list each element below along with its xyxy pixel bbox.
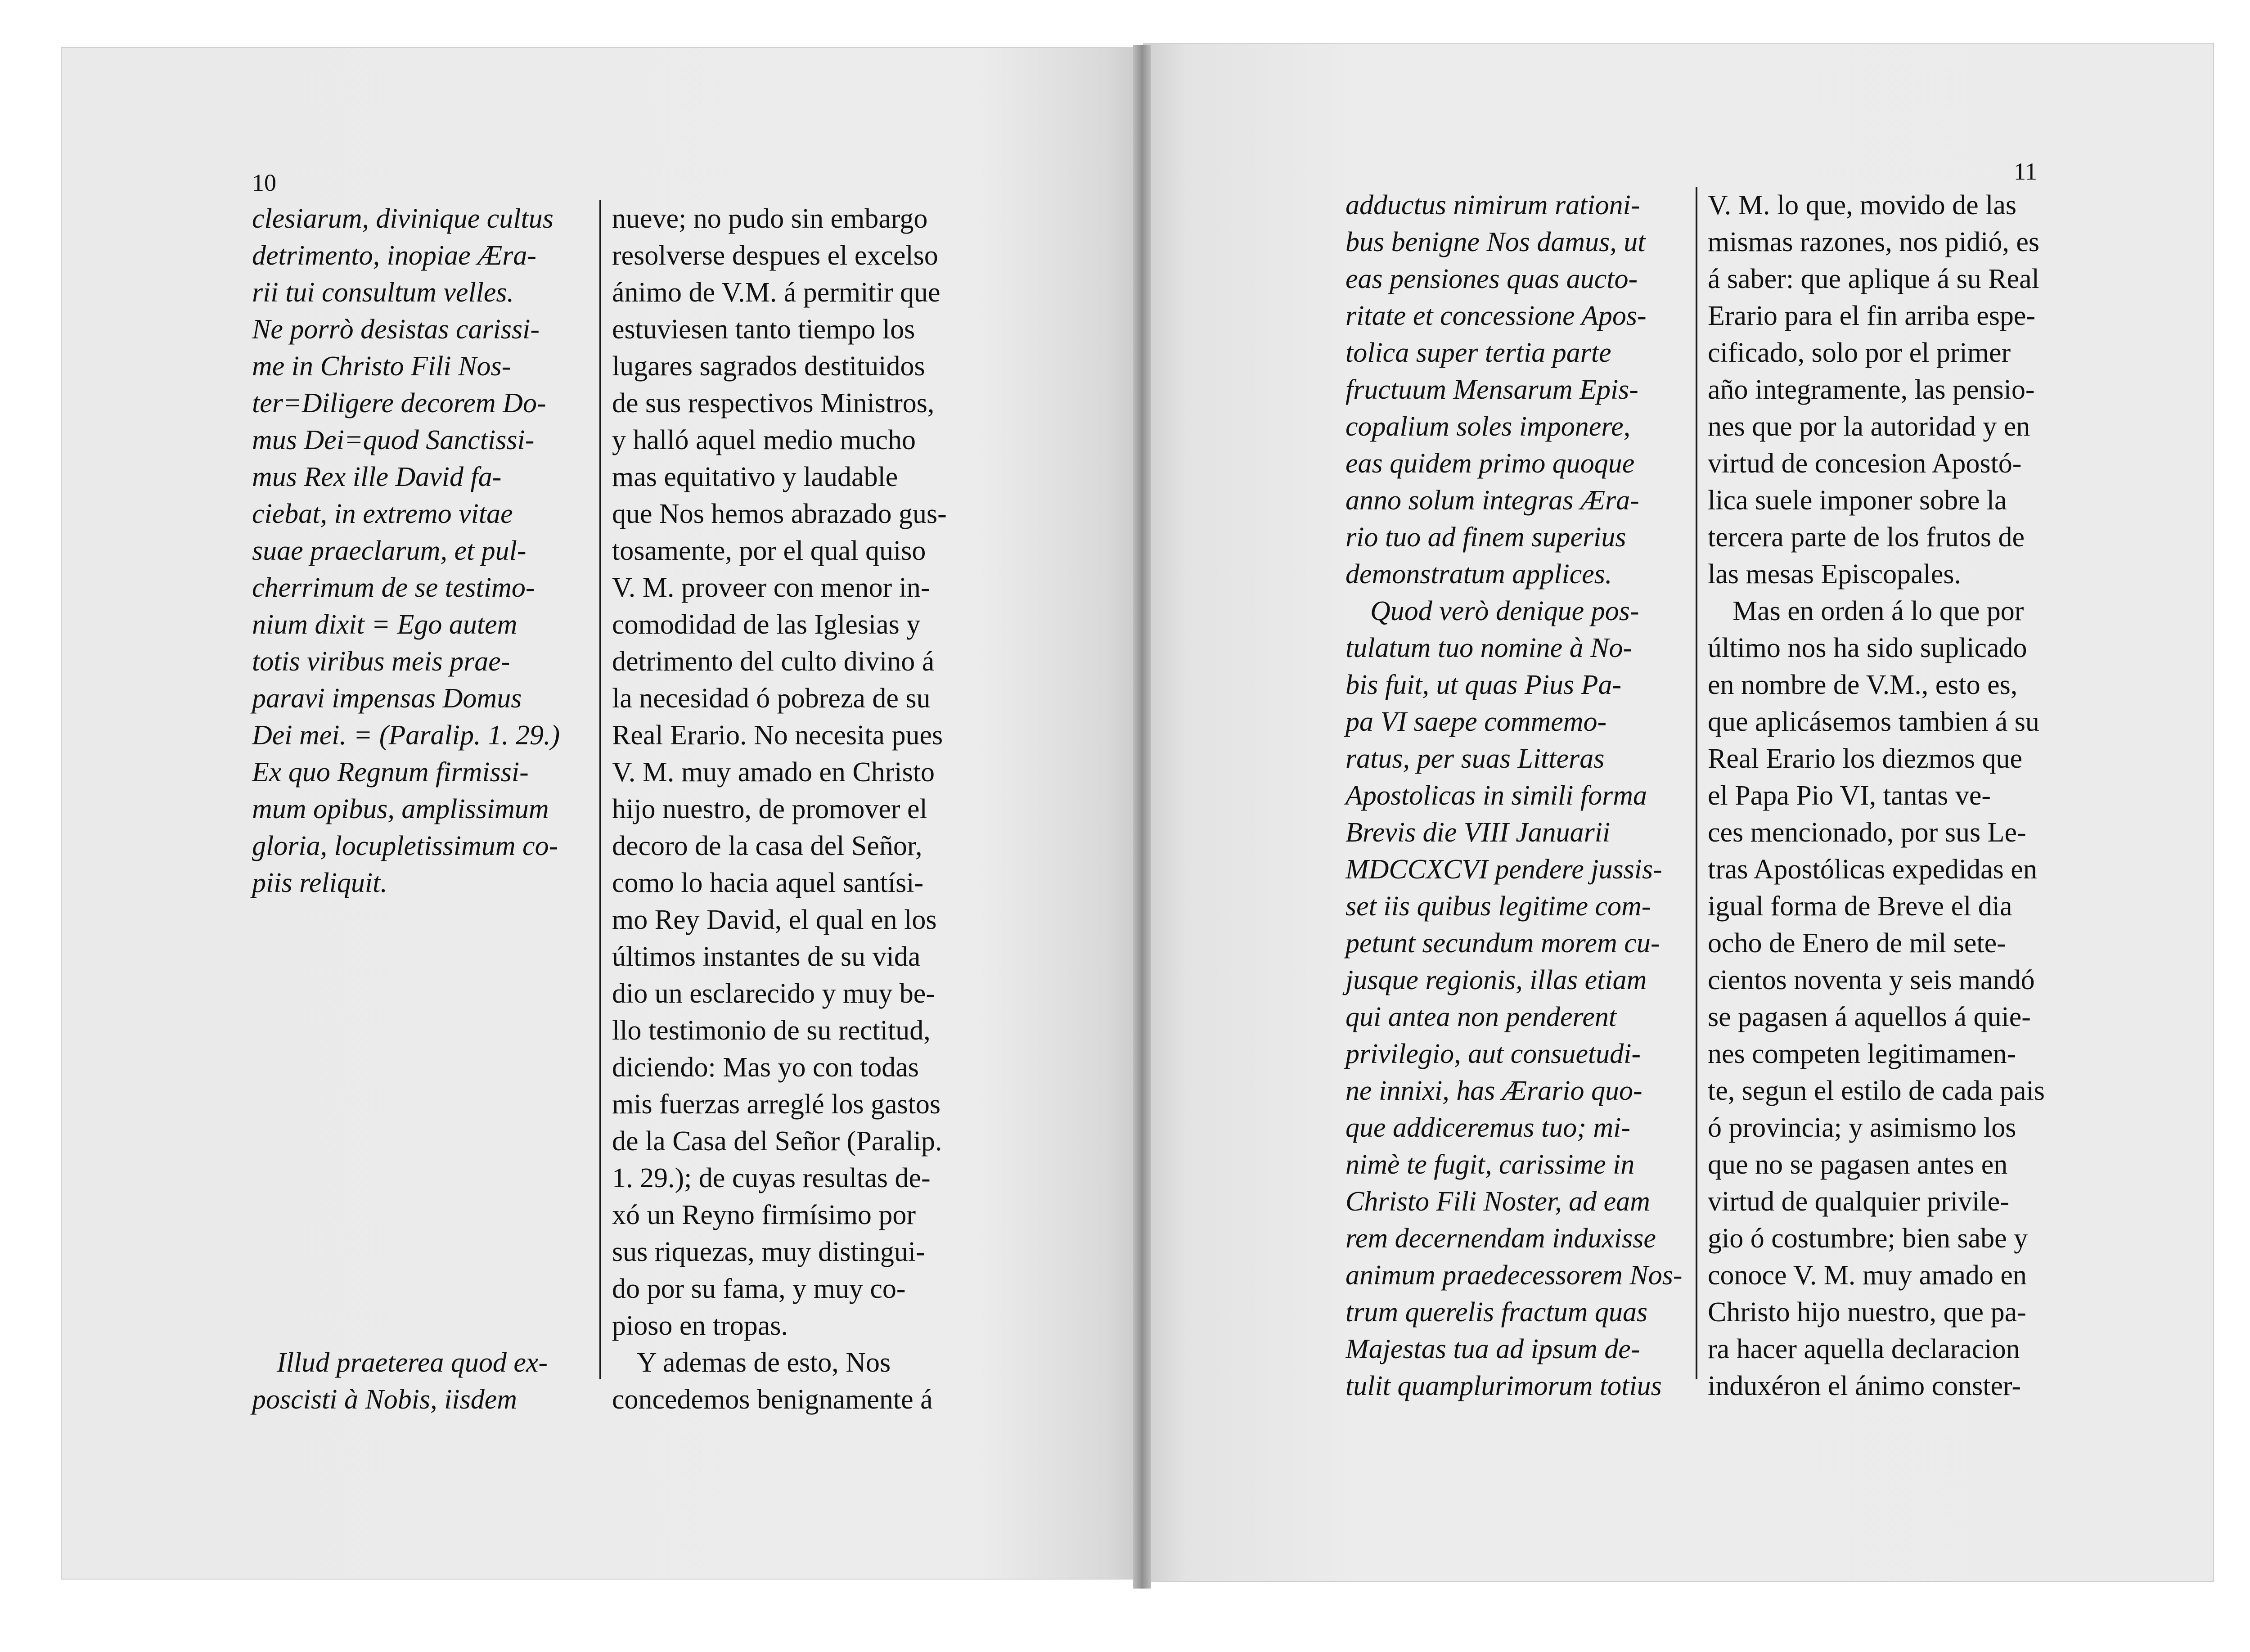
text-line [252, 938, 587, 975]
text-line: Mas en orden á lo que por [1732, 596, 2024, 626]
text-line: nium dixit = Ego autem [252, 609, 518, 640]
text-line: MDCCXCVI pendere jussis- [1346, 854, 1662, 885]
text-line: de la Casa del Señor (Paralip. [612, 1126, 942, 1157]
text-line: tosamente, por el qual quiso [612, 536, 926, 566]
text-line: 1. 29.); de cuyas resultas de- [612, 1163, 931, 1193]
text-line: Dei mei. = (Paralip. 1. 29.) [252, 720, 560, 751]
text-line: mis fuerzas arreglé los gastos [612, 1089, 940, 1120]
text-line: ocho de Enero de mil sete- [1708, 928, 2006, 959]
text-line: virtud de concesion Apostó- [1708, 448, 2022, 479]
text-line: Christo hijo nuestro, que pa- [1708, 1297, 2026, 1328]
right-column-divider [1696, 187, 1697, 1379]
text-line: jusque regionis, illas etiam [1346, 965, 1647, 995]
text-line: detrimento del culto divino á [612, 646, 935, 677]
text-line: rem decernendam induxisse [1346, 1223, 1656, 1254]
text-line [252, 975, 587, 1012]
text-line: V. M. lo que, movido de las [1708, 190, 2016, 221]
text-line: bus benigne Nos damus, ut [1346, 227, 1646, 257]
text-line: ne innixi, has Ærario quo- [1346, 1076, 1642, 1106]
text-line: paravi impensas Domus [252, 683, 522, 714]
text-line [252, 1160, 587, 1197]
text-line: tolica super tertia parte [1346, 338, 1611, 368]
text-line: Quod verò denique pos- [1370, 596, 1639, 626]
text-line: ter=Diligere decorem Do- [252, 388, 546, 419]
text-line [252, 901, 587, 938]
right-page-latin-column [1346, 187, 1688, 1404]
text-line: se pagasen á aquellos á quie- [1708, 1002, 2031, 1032]
text-line: dio un esclarecido y muy be- [612, 978, 935, 1009]
text-line: Illud praeterea quod ex- [277, 1347, 548, 1378]
text-line: mas equitativo y laudable [612, 462, 898, 492]
text-line: adductus nimirum rationi- [1346, 190, 1640, 221]
text-line: demonstratum applices. [1346, 559, 1612, 590]
text-line: cificado, solo por el primer [1708, 338, 2011, 368]
text-line: igual forma de Breve el dia [1708, 891, 2012, 922]
text-line: que aplicásemos tambien á su [1708, 707, 2039, 737]
text-line: ra hacer aquella declaracion [1708, 1334, 2020, 1364]
text-line: como lo hacia aquel santísi- [612, 868, 924, 898]
text-line: privilegio, aut consuetudi- [1346, 1039, 1641, 1069]
text-line: tulit quamplurimorum totius [1346, 1371, 1662, 1401]
text-line: Ne porrò desistas carissi- [252, 314, 540, 345]
text-line: de sus respectivos Ministros, [612, 388, 935, 419]
text-line: Majestas tua ad ipsum de- [1346, 1334, 1640, 1364]
text-line: ratus, per suas Litteras [1346, 743, 1605, 774]
text-line: petunt secundum morem cu- [1346, 928, 1660, 959]
text-line: gio ó costumbre; bien sabe y [1708, 1223, 2028, 1254]
text-line: lugares sagrados destituidos [612, 351, 925, 382]
text-line: estuviesen tanto tiempo los [612, 314, 915, 345]
text-line: ó provincia; y asimismo los [1708, 1112, 2016, 1143]
text-line: á saber: que aplique á su Real [1708, 264, 2039, 294]
text-line: diciendo: Mas yo con todas [612, 1052, 919, 1083]
text-line [252, 1049, 587, 1086]
text-line: el Papa Pio VI, tantas ve- [1708, 780, 1991, 811]
text-line: nes competen legitimamen- [1708, 1039, 2016, 1069]
text-line: rio tuo ad finem superius [1346, 522, 1626, 553]
text-line: animum praedecessorem Nos- [1346, 1260, 1683, 1291]
text-line [252, 1233, 587, 1270]
text-line: Real Erario los diezmos que [1708, 743, 2023, 774]
text-line: qui antea non penderent [1346, 1002, 1617, 1032]
text-line: sus riquezas, muy distingui- [612, 1237, 925, 1267]
text-line: totis viribus meis prae- [252, 646, 510, 677]
text-line [252, 1086, 587, 1123]
left-page-number: 10 [252, 169, 276, 196]
text-line: Erario para el fin arriba espe- [1708, 301, 2036, 331]
text-line: Y ademas de esto, Nos [637, 1347, 891, 1378]
text-line: conoce V. M. muy amado en [1708, 1260, 2027, 1291]
text-line: suae praeclarum, et pul- [252, 536, 526, 566]
text-line: que no se pagasen antes en [1708, 1149, 2008, 1180]
text-line: pioso en tropas. [612, 1310, 788, 1341]
text-line: resolverse despues el excelso [612, 240, 938, 271]
text-line: bis fuit, ut quas Pius Pa- [1346, 670, 1622, 700]
text-line: la necesidad ó pobreza de su [612, 683, 931, 714]
text-line: do por su fama, y muy co- [612, 1274, 906, 1304]
text-line: rii tui consultum velles. [252, 277, 514, 308]
text-line: cientos noventa y seis mandó [1708, 965, 2035, 995]
text-line: tulatum tuo nomine à No- [1346, 633, 1633, 663]
text-line: gloria, locupletissimum co- [252, 831, 558, 861]
text-line [252, 1012, 587, 1049]
text-line: llo testimonio de su rectitud, [612, 1015, 931, 1046]
text-line: mus Rex ille David fa- [252, 462, 502, 492]
text-line: mo Rey David, el qual en los [612, 905, 937, 935]
text-line: Brevis die VIII Januarii [1346, 817, 1611, 848]
text-line: V. M. proveer con menor in- [612, 572, 930, 603]
text-line: ces mencionado, por sus Le- [1708, 817, 2026, 848]
text-line: pa VI saepe commemo- [1346, 707, 1607, 737]
text-line: ánimo de V.M. á permitir que [612, 277, 940, 308]
text-line [252, 1270, 587, 1307]
text-line: nimè te fugit, carissime in [1346, 1149, 1635, 1180]
book-gutter [1133, 45, 1151, 1589]
text-line: set iis quibus legitime com- [1346, 891, 1651, 922]
text-line: Christo Fili Noster, ad eam [1346, 1186, 1650, 1217]
text-line: eas quidem primo quoque [1346, 448, 1635, 479]
text-line: me in Christo Fili Nos- [252, 351, 511, 382]
text-line: decoro de la casa del Señor, [612, 831, 922, 861]
text-line: comodidad de las Iglesias y [612, 609, 921, 640]
text-line: copalium soles imponere, [1346, 411, 1631, 442]
text-line [252, 1307, 587, 1344]
text-line: poscisti à Nobis, iisdem [252, 1384, 518, 1415]
text-line: ritate et concessione Apos- [1346, 301, 1647, 331]
text-line: y halló aquel medio mucho [612, 425, 916, 455]
text-line: mus Dei=quod Sanctissi- [252, 425, 535, 455]
text-line: mismas razones, nos pidió, es [1708, 227, 2040, 257]
text-line: año integramente, las pensio- [1708, 374, 2035, 405]
text-line: detrimento, inopiae Æra- [252, 240, 536, 271]
text-line: en nombre de V.M., esto es, [1708, 670, 2018, 700]
text-line: Real Erario. No necesita pues [612, 720, 943, 751]
text-line: nes que por la autoridad y en [1708, 411, 2030, 442]
right-page-number: 11 [2014, 158, 2037, 185]
text-line: concedemos benignamente á [612, 1384, 933, 1415]
text-line: virtud de qualquier privile- [1708, 1186, 2009, 1217]
text-line [252, 1123, 587, 1160]
left-page-spanish-column [612, 200, 961, 1418]
text-line [252, 1197, 587, 1233]
text-line: te, segun el estilo de cada pais [1708, 1076, 2045, 1106]
right-page-spanish-column [1708, 187, 2054, 1404]
text-line: cherrimum de se testimo- [252, 572, 535, 603]
text-line: que Nos hemos abrazado gus- [612, 499, 947, 529]
text-line: V. M. muy amado en Christo [612, 757, 935, 788]
left-page-latin-column [252, 200, 587, 1418]
text-line: las mesas Episcopales. [1708, 559, 1962, 590]
text-line: tras Apostólicas expedidas en [1708, 854, 2037, 885]
text-line: anno solum integras Æra- [1346, 485, 1639, 516]
left-column-divider [599, 200, 601, 1379]
text-line: Apostolicas in simili forma [1346, 780, 1647, 811]
text-line: induxéron el ánimo conster- [1708, 1371, 2021, 1401]
text-line: nueve; no pudo sin embargo [612, 203, 928, 234]
text-line: último nos ha sido suplicado [1708, 633, 2027, 663]
text-line: lica suele imponer sobre la [1708, 485, 2007, 516]
text-line: Ex quo Regnum firmissi- [252, 757, 529, 788]
text-line: clesiarum, divinique cultus [252, 203, 554, 234]
text-line: hijo nuestro, de promover el [612, 794, 927, 824]
text-line: mum opibus, amplissimum [252, 794, 549, 824]
text-line: xó un Reyno firmísimo por [612, 1200, 916, 1230]
text-line: trum querelis fractum quas [1346, 1297, 1648, 1328]
text-line: ciebat, in extremo vitae [252, 499, 513, 529]
text-line: tercera parte de los frutos de [1708, 522, 2025, 553]
text-line: fructuum Mensarum Epis- [1346, 374, 1638, 405]
text-line: piis reliquit. [252, 868, 387, 898]
text-line: eas pensiones quas aucto- [1346, 264, 1638, 294]
text-line: que addiceremus tuo; mi- [1346, 1112, 1631, 1143]
text-line: últimos instantes de su vida [612, 941, 921, 972]
